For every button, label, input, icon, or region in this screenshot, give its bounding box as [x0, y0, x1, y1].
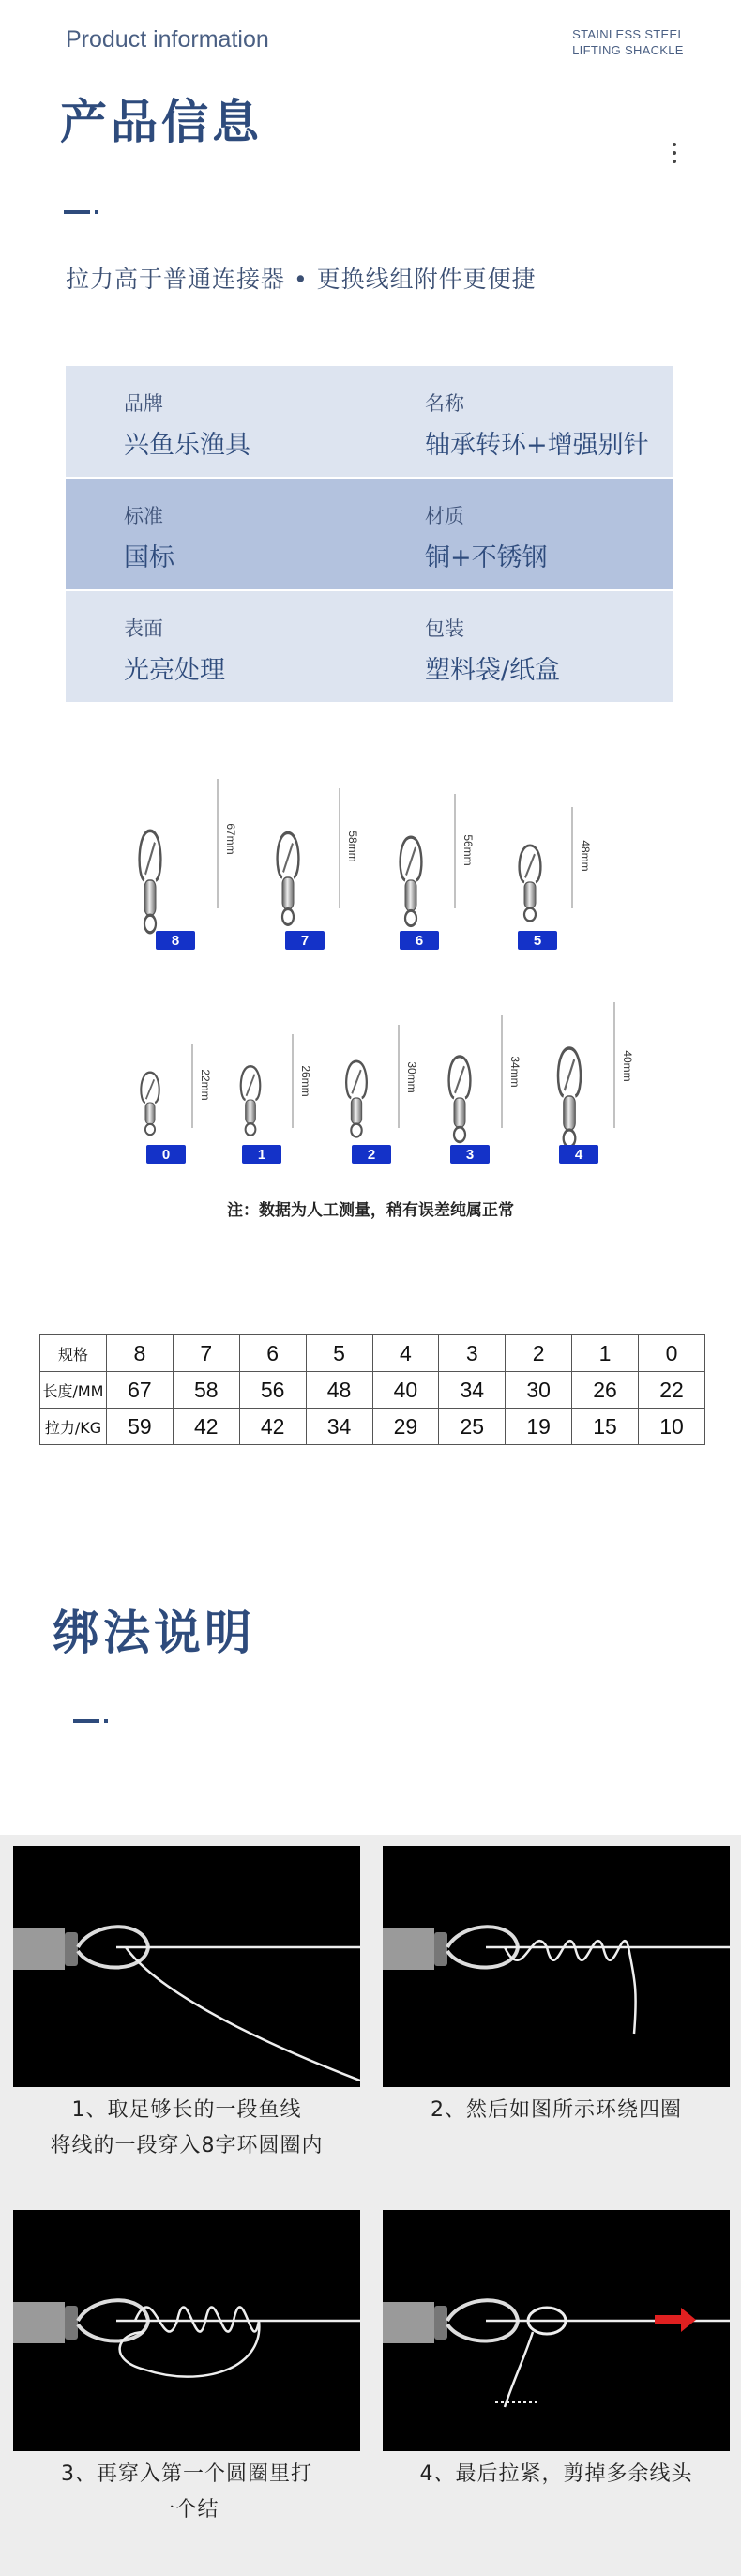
table-row — [40, 1409, 705, 1445]
table-cell: 3 — [439, 1335, 506, 1372]
spec-cell-material — [425, 501, 548, 573]
table-cell: 19 — [506, 1409, 572, 1445]
table-cell: 2 — [506, 1335, 572, 1372]
step-1-photo — [13, 1846, 360, 2087]
size-badge-5: 5 — [533, 933, 542, 949]
caption-line: 一个结 — [154, 2498, 219, 2522]
swivel-size-6 — [400, 794, 475, 950]
tagline-line-1: STAINLESS STEEL — [572, 27, 685, 41]
title-underline-dot — [95, 210, 98, 214]
spec-value: 塑料袋/纸盒 — [425, 656, 561, 685]
spec-value: 轴承转环+增强别针 — [425, 431, 649, 460]
swivel-size-3 — [449, 1015, 522, 1164]
length-label-8: 67mm — [224, 823, 237, 855]
spec-label: 表面 — [124, 617, 163, 640]
length-label-1: 26mm — [299, 1065, 312, 1097]
spec-value: 光亮处理 — [124, 656, 225, 685]
spec-label: 品牌 — [124, 392, 163, 415]
swivel-size-8 — [140, 779, 237, 950]
tying-title-underline — [73, 1719, 99, 1723]
table-cell: 10 — [639, 1409, 705, 1445]
step-3-caption — [8, 2457, 365, 2528]
tying-title-underline-dot — [104, 1719, 108, 1723]
english-tagline — [572, 26, 685, 58]
length-label-3: 34mm — [508, 1056, 522, 1088]
pull-arrow-icon — [655, 2308, 696, 2332]
spec-row — [66, 479, 673, 591]
table-cell: 42 — [173, 1409, 239, 1445]
table-cell: 40 — [372, 1372, 439, 1409]
spec-cell-brand — [124, 389, 250, 461]
caption-line: 3、再穿入第一个圆圈里打 — [61, 2462, 312, 2486]
length-label-4: 40mm — [621, 1050, 634, 1082]
spec-label: 材质 — [425, 505, 464, 527]
title-underline — [64, 210, 90, 214]
table-cell: 25 — [439, 1409, 506, 1445]
table-cell: 30 — [506, 1372, 572, 1409]
spec-value: 铜+不锈钢 — [425, 543, 548, 572]
spec-label: 标准 — [124, 505, 163, 527]
tying-steps-panel — [0, 1835, 741, 2576]
spec-value: 国标 — [124, 543, 174, 572]
table-row — [40, 1372, 705, 1409]
spec-value: 兴鱼乐渔具 — [124, 431, 250, 460]
table-row — [40, 1335, 705, 1372]
caption-line: 4、最后拉紧，剪掉多余线头 — [419, 2462, 693, 2486]
swivel-size-0 — [141, 1044, 212, 1164]
table-cell: 34 — [306, 1409, 372, 1445]
size-badge-2: 2 — [367, 1147, 376, 1163]
table-cell: 34 — [439, 1372, 506, 1409]
swivel-size-5 — [518, 807, 592, 950]
more-options-icon[interactable] — [673, 143, 678, 168]
step-1-caption — [8, 2093, 365, 2164]
spec-table — [66, 366, 673, 702]
size-badge-0: 0 — [161, 1147, 171, 1163]
size-badge-1: 1 — [257, 1147, 266, 1163]
table-cell: 5 — [306, 1335, 372, 1372]
swivel-size-4 — [558, 1002, 634, 1164]
table-cell: 58 — [173, 1372, 239, 1409]
table-cell: 29 — [372, 1409, 439, 1445]
tying-section-title: 绑法说明 — [53, 1606, 255, 1660]
step-3-photo — [13, 2210, 360, 2451]
english-title: Product information — [66, 26, 269, 53]
spec-row — [66, 366, 673, 479]
size-badge-6: 6 — [415, 933, 424, 949]
table-cell: 7 — [173, 1335, 239, 1372]
spec-cell-surface — [124, 614, 225, 686]
row-header: 拉力/KG — [40, 1409, 107, 1445]
swivel-size-2 — [346, 1025, 418, 1164]
table-cell: 56 — [239, 1372, 306, 1409]
spec-label: 包装 — [425, 617, 464, 640]
swivel-size-7 — [278, 788, 359, 950]
table-cell: 48 — [306, 1372, 372, 1409]
swivel-size-1 — [241, 1034, 312, 1164]
page-title: 产品信息 — [60, 95, 263, 149]
length-label-0: 22mm — [199, 1069, 212, 1101]
step-2-caption — [378, 2093, 734, 2128]
caption-line: 2、然后如图所示环绕四圈 — [431, 2098, 682, 2122]
spec-cell-name — [425, 389, 649, 461]
spec-row — [66, 591, 673, 702]
caption-line: 将线的一段穿入8字环圆圈内 — [50, 2134, 324, 2157]
table-cell: 6 — [239, 1335, 306, 1372]
table-cell: 59 — [107, 1409, 174, 1445]
table-cell: 26 — [572, 1372, 639, 1409]
product-subtitle: 拉力高于普通连接器 • 更换线组附件更便捷 — [66, 266, 537, 293]
size-badge-7: 7 — [300, 933, 310, 949]
size-table — [39, 1334, 705, 1445]
length-label-5: 48mm — [579, 840, 592, 872]
table-cell: 8 — [107, 1335, 174, 1372]
tagline-line-2: LIFTING SHACKLE — [572, 43, 684, 57]
size-badge-3: 3 — [465, 1147, 475, 1163]
row-header: 规格 — [40, 1335, 107, 1372]
measurement-note: 注：数据为人工测量，稍有误差纯属正常 — [227, 1201, 514, 1220]
spec-label: 名称 — [425, 392, 464, 415]
table-cell: 15 — [572, 1409, 639, 1445]
spec-cell-packaging — [425, 614, 560, 686]
step-4-photo — [383, 2210, 730, 2451]
table-cell: 67 — [107, 1372, 174, 1409]
length-label-2: 30mm — [405, 1061, 418, 1093]
table-cell: 0 — [639, 1335, 705, 1372]
size-badge-4: 4 — [574, 1147, 583, 1163]
table-cell: 1 — [572, 1335, 639, 1372]
table-cell: 42 — [239, 1409, 306, 1445]
step-4-caption — [378, 2457, 734, 2492]
length-label-6: 56mm — [461, 834, 475, 866]
step-2-photo — [383, 1846, 730, 2087]
swivel-size-diagram — [113, 770, 638, 1211]
table-cell: 4 — [372, 1335, 439, 1372]
length-label-7: 58mm — [346, 831, 359, 862]
caption-line: 1、取足够长的一段鱼线 — [71, 2098, 302, 2122]
size-badge-8: 8 — [171, 933, 180, 949]
table-cell: 22 — [639, 1372, 705, 1409]
spec-cell-standard — [124, 501, 174, 573]
row-header: 长度/MM — [40, 1372, 107, 1409]
